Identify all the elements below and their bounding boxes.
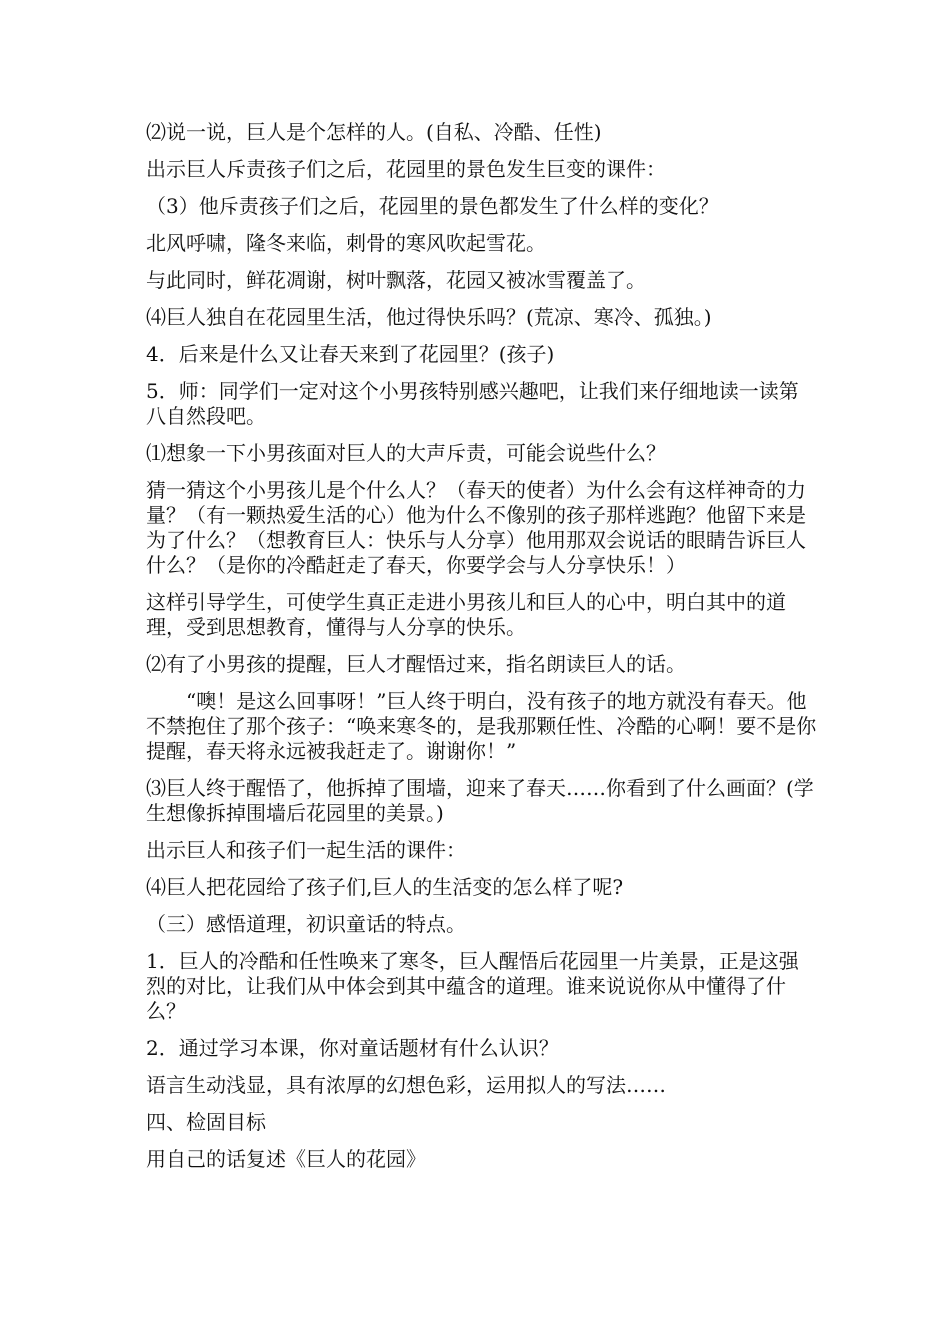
paragraph-14: ⑶巨人终于醒悟了，他拆掉了围墙，迎来了春天……你看到了什么画面？(学生想像拆掉围墙后花园里的美景。) <box>146 776 814 825</box>
paragraph-5: 与此同时，鲜花凋谢，树叶飘落，花园又被冰雪覆盖了。 <box>146 268 646 292</box>
paragraph-8: 5．师：同学们一定对这个小男孩特别感兴趣吧，让我们来仔细地读一读第八自然段吧。 <box>146 379 799 428</box>
paragraph-6: ⑷巨人独自在花园里生活，他过得快乐吗？(荒凉、寒冷、孤独。) <box>146 305 712 329</box>
paragraph-2: 出示巨人斥责孩子们之后，花园里的景色发生巨变的课件： <box>146 157 666 181</box>
paragraph-1: ⑵说一说，巨人是个怎样的人。(自私、冷酷、任性) <box>146 120 602 144</box>
paragraph-16: ⑷巨人把花园给了孩子们,巨人的生活变的怎么样了呢? <box>146 875 624 899</box>
paragraph-10: 猜一猜这个小男孩儿是个什么人？（春天的使者）为什么会有这样神奇的力量？（有一颗热爱生活的心）他为什么不像别的孩子那样逃跑？他留下来是为了什么？（想教育巨人：快乐与人分享）他用那双会说话的眼睛告诉巨人什么？（是你的冷酷赶走了春天，你要学会与人分享快乐！） <box>146 478 806 577</box>
paragraph-12: ⑵有了小男孩的提醒，巨人才醒悟过来，指名朗读巨人的话。 <box>146 652 686 676</box>
paragraph-22: 用自己的话复述《巨人的花园》 <box>146 1147 426 1171</box>
section-heading: 四、检固目标 <box>146 1110 266 1134</box>
document-body <box>146 120 818 1184</box>
paragraph-20: 语言生动浅显，具有浓厚的幻想色彩，运用拟人的写法…… <box>146 1073 666 1097</box>
paragraph-4: 北风呼啸，隆冬来临，刺骨的寒风吹起雪花。 <box>146 231 546 255</box>
paragraph-3: （3）他斥责孩子们之后，花园里的景色都发生了什么样的变化？ <box>146 194 719 218</box>
paragraph-11: 这样引导学生，可使学生真正走进小男孩儿和巨人的心中，明白其中的道理，受到思想教育，懂得与人分享的快乐。 <box>146 590 786 639</box>
paragraph-19: 2．通过学习本课，你对童话题材有什么认识？ <box>146 1036 559 1060</box>
paragraph-18: 1．巨人的冷酷和任性唤来了寒冬，巨人醒悟后花园里一片美景，正是这强烈的对比，让我们从中体会到其中蕴含的道理。谁来说说你从中懂得了什么？ <box>146 949 799 1023</box>
paragraph-13-quote: “噢！是这么回事呀！”巨人终于明白，没有孩子的地方就没有春天。他不禁抱住了那个孩子：“唤来寒冬的，是我那颗任性、冷酷的心啊！要不是你提醒，春天将永远被我赶走了。谢谢你！” <box>146 689 817 763</box>
paragraph-17: （三）感悟道理，初识童话的特点。 <box>146 912 466 936</box>
paragraph-9: ⑴想象一下小男孩面对巨人的大声斥责，可能会说些什么？ <box>146 441 666 465</box>
paragraph-15: 出示巨人和孩子们一起生活的课件： <box>146 838 466 862</box>
paragraph-7: 4．后来是什么又让春天来到了花园里？(孩子) <box>146 342 555 366</box>
